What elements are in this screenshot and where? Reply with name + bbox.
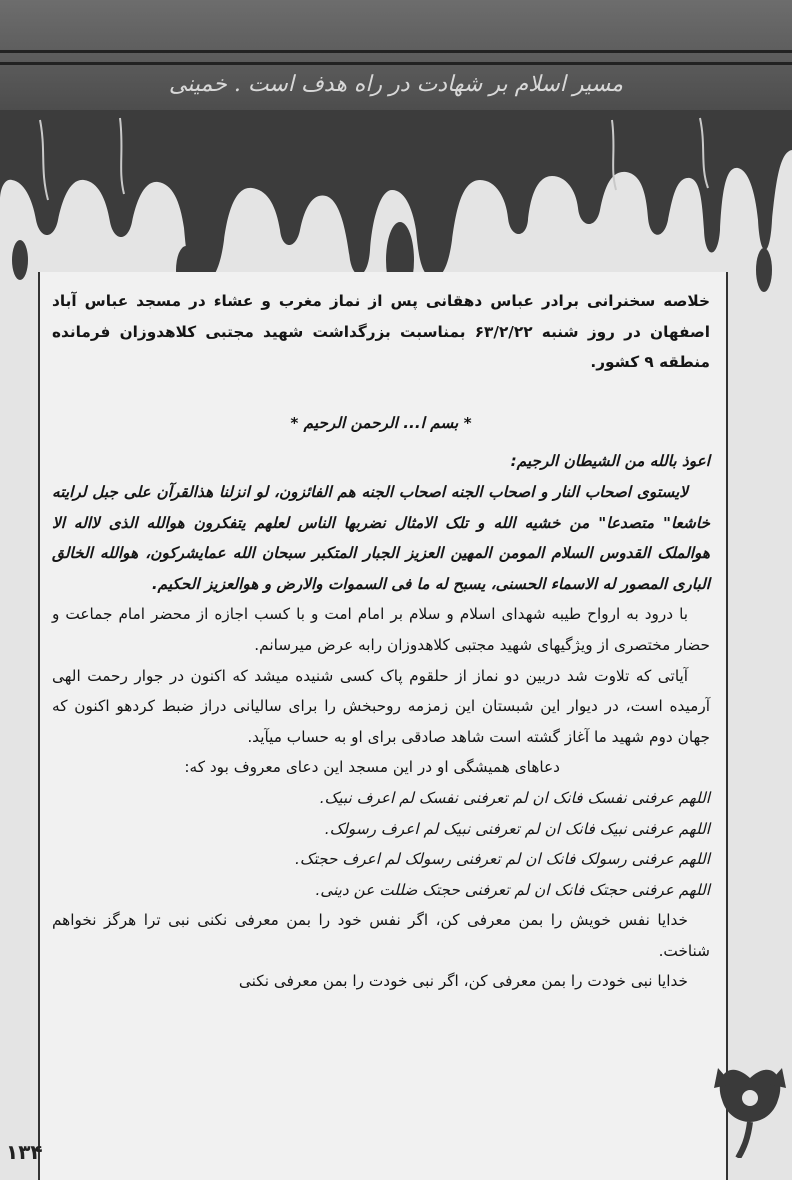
page-number: ۱۳۴ bbox=[6, 1140, 43, 1164]
prayer-line: اللهم عرفنی حجتک فانک ان لم تعرفنی حجتک ضللت عن دینی. bbox=[315, 880, 710, 899]
paragraph-recitation: آیاتی که تلاوت شد دربین دو نماز از حلقوم پاک کسی شنیده میشد که اکنون در جوار رحمت الهی آرمیده است، در دیوار این شبستان این زمزمه روحبخش را برای سالیانی دراز ضبط کردهو اکنون که جهان دوم شهید ما آغاز گشته است شاهد صادقی برای او به حساب میآید. bbox=[52, 666, 710, 746]
header-rule-top bbox=[0, 50, 792, 53]
paragraph-greeting: با درود به ارواح طیبه شهدای اسلام و سلام بر امام امت و با کسب اجازه از محضر امام جماعت و حضار مختصری از ویژگیهای شهید مجتبی کلاهدوزان رابه عرض میرسانم. bbox=[52, 605, 710, 654]
bismillah: * بسم ا... الرحمن الرحیم * bbox=[290, 413, 472, 432]
prayer-line: اللهم عرفنی رسولک فانک ان لم تعرفنی رسولک لم اعرف حجتک. bbox=[294, 850, 710, 869]
audhu-line: اعوذ بالله من الشیطان الرجیم: bbox=[510, 452, 710, 471]
article-heading: خلاصه سخنرانی برادر عباس دهقانی پس از نماز مغرب و عشاء در مسجد عباس آباد اصفهان در روز شنبه ۶۳/۲/۲۲ بمناسبت بزرگداشت شهید مجتبی کلاهدوزان فرمانده منطقه ۹ کشور. bbox=[52, 292, 710, 372]
tulip-flower-icon bbox=[708, 1048, 792, 1158]
paragraph-self-knowledge: خدایا نفس خویش را بمن معرفی کن، اگر نفس خود را بمن معرفی نکنی نبی ترا هرگز نخواهم شناخت. bbox=[52, 911, 710, 960]
article-body bbox=[38, 272, 728, 1180]
banner-motto: مسیر اسلام بر شهادت در راه هدف است . خمینی bbox=[168, 72, 624, 97]
prayer-intro: دعاهای همیشگی او در این مسجد این دعای معروف بود که: bbox=[184, 758, 560, 777]
prayer-line: اللهم عرفنی نبیک فانک ان لم تعرفنی نبیک لم اعرف رسولک. bbox=[324, 819, 710, 838]
header-rule-bottom bbox=[0, 62, 792, 65]
paragraph-prophet-knowledge: خدایا نبی خودت را بمن معرفی کن، اگر نبی خودت را بمن معرفی نکنی bbox=[238, 972, 688, 991]
quran-verses: لایستوی اصحاب النار و اصحاب الجنه اصحاب الجنه هم الفائزون، لو انزلنا هذالقرآن علی جبل لرایته خاشعا" متصدعا" من خشیه الله و تلک الامثال نضربها الناس لعلهم یتفکرون هوالله الذی لااله الا هوالملک القدوس السلام المومن المهین العزیز الجبار المتکبر سبحان الله عمایشرکون، هوالله الخالق الباری المصور له الاسماء الحسنی، یسبح له ما فی السموات والارض و هوالعزیز الحکیم. bbox=[52, 482, 710, 593]
prayer-line: اللهم عرفنی نفسک فانک ان لم تعرفنی نفسک لم اعرف نبیک. bbox=[319, 788, 710, 807]
